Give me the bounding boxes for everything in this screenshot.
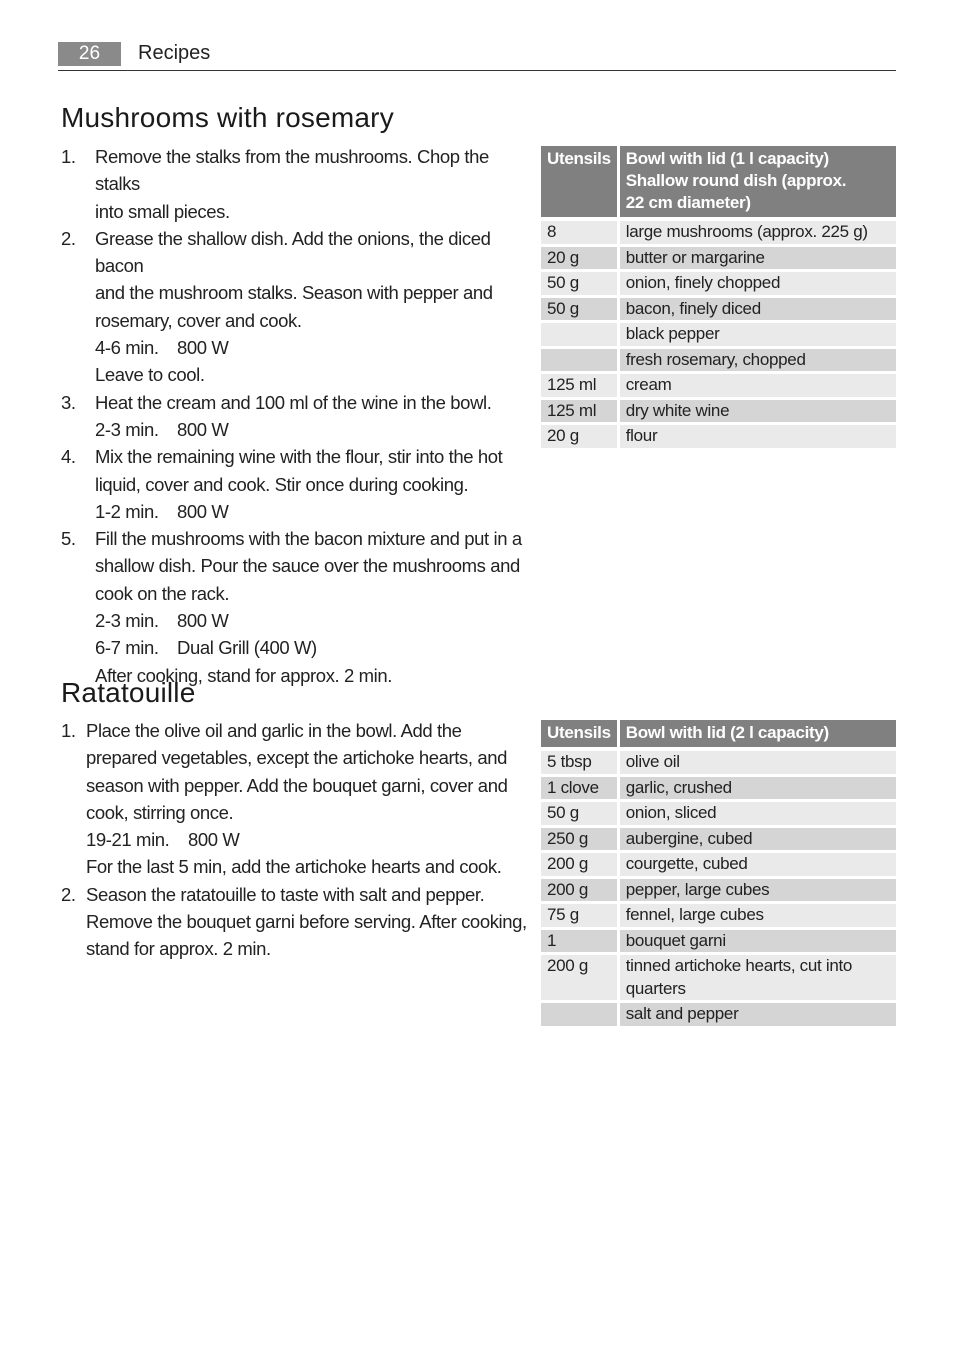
ingredient-row: [541, 879, 896, 905]
utensils-line: Shallow round dish (approx.: [625, 171, 847, 190]
cooking-setting: [95, 498, 531, 525]
power-level: 800 W: [177, 610, 229, 632]
cooking-time: 1-2 min.: [95, 500, 159, 522]
ingredient-row: [541, 272, 896, 298]
step-text: rosemary, cover and cook.: [95, 309, 302, 331]
ingredient-name: large mushrooms (approx. 225 g): [620, 221, 896, 247]
step-number: 2.: [61, 227, 76, 249]
utensils-row: [541, 720, 896, 747]
ingredient-name: bacon, finely diced: [620, 298, 896, 324]
ingredient-row: [541, 221, 896, 247]
ingredient-name: courgette, cubed: [620, 853, 896, 879]
ingredient-name: olive oil: [620, 751, 896, 777]
ingredient-row: [541, 930, 896, 956]
recipe-title: Ratatouille: [61, 677, 196, 708]
ingredient-name: black pepper: [620, 323, 896, 349]
step-number: 3.: [61, 391, 76, 413]
utensils-line: Bowl with lid (1 l capacity): [625, 149, 829, 168]
cooking-setting: [95, 334, 531, 361]
step-note: Leave to cool.: [95, 364, 205, 386]
step-text: Remove the bouquet garni before serving. After cooking,: [86, 911, 527, 933]
recipe-steps: [61, 143, 531, 689]
power-level: Dual Grill (400 W): [177, 637, 317, 659]
ingredient-quantity: 200 g: [541, 879, 620, 905]
ingredient-row: [541, 374, 896, 400]
cooking-time: 4-6 min.: [95, 337, 159, 359]
utensils-value: [620, 720, 896, 747]
step-text: Heat the cream and 100 ml of the wine in the bowl.: [95, 391, 492, 413]
ingredient-name: onion, finely chopped: [620, 272, 896, 298]
ingredient-name: salt and pepper: [620, 1003, 896, 1029]
ingredient-quantity: 1: [541, 930, 620, 956]
cooking-setting: [95, 607, 531, 634]
step-text: cook, stirring once.: [86, 801, 234, 823]
ingredient-row: [541, 751, 896, 777]
step-note: After cooking, stand for approx. 2 min.: [95, 664, 393, 686]
step-number: 4.: [61, 446, 76, 468]
step-item: [61, 143, 531, 225]
ingredient-name: fresh rosemary, chopped: [620, 349, 896, 375]
utensils-label: Utensils: [541, 720, 620, 747]
ingredient-row: [541, 247, 896, 273]
ingredient-row: [541, 802, 896, 828]
ingredient-name: bouquet garni: [620, 930, 896, 956]
cooking-time: 6-7 min.: [95, 637, 159, 659]
ingredients-table: [541, 146, 896, 451]
ingredient-quantity: 8: [541, 221, 620, 247]
step-item: [61, 881, 531, 963]
step-item: [61, 525, 531, 689]
step-text: season with pepper. Add the bouquet garni, cover and: [86, 774, 508, 796]
power-level: 800 W: [177, 337, 229, 359]
ingredient-row: [541, 904, 896, 930]
ingredients-table: [541, 720, 896, 1029]
utensils-row: [541, 146, 896, 217]
ingredient-quantity: 200 g: [541, 955, 620, 1003]
ingredient-name: aubergine, cubed: [620, 828, 896, 854]
ingredient-name: dry white wine: [620, 400, 896, 426]
step-number: 1.: [61, 146, 76, 167]
step-text: Fill the mushrooms with the bacon mixture and put in a: [95, 528, 522, 550]
ingredient-name: onion, sliced: [620, 802, 896, 828]
ingredient-quantity: 75 g: [541, 904, 620, 930]
cooking-setting: [95, 634, 531, 661]
recipe-steps: [61, 717, 531, 963]
utensils-line: 22 cm diameter): [625, 193, 751, 212]
ingredient-row: [541, 400, 896, 426]
step-number: 1.: [61, 720, 76, 741]
ingredient-row: [541, 1003, 896, 1029]
ingredient-quantity: 20 g: [541, 425, 620, 451]
page-header: [58, 40, 896, 71]
power-level: 800 W: [188, 829, 240, 851]
page-number: 26: [58, 42, 121, 66]
step-item: [61, 389, 531, 444]
utensils-value: [620, 146, 896, 217]
ingredient-name: garlic, crushed: [620, 777, 896, 803]
ingredient-name: pepper, large cubes: [620, 879, 896, 905]
step-item: [61, 443, 531, 525]
ingredient-quantity: 1 clove: [541, 777, 620, 803]
ingredient-name: tinned artichoke hearts, cut into quarters: [620, 955, 896, 1003]
ingredient-quantity: [541, 1003, 620, 1029]
step-item: [61, 717, 531, 881]
ingredient-row: [541, 425, 896, 451]
step-text: prepared vegetables, except the artichoke hearts, and: [86, 747, 508, 769]
ingredient-quantity: 50 g: [541, 298, 620, 324]
ingredient-row: [541, 955, 896, 1003]
step-item: [61, 225, 531, 389]
ingredient-row: [541, 777, 896, 803]
ingredient-quantity: 125 ml: [541, 400, 620, 426]
ingredient-quantity: 50 g: [541, 802, 620, 828]
ingredient-name: fennel, large cubes: [620, 904, 896, 930]
ingredient-name: flour: [620, 425, 896, 451]
step-text: and the mushroom stalks. Season with pepper and: [95, 282, 493, 304]
step-text: shallow dish. Pour the sauce over the mushrooms and: [95, 555, 520, 577]
power-level: 800 W: [177, 418, 229, 440]
ingredient-name: cream: [620, 374, 896, 400]
cooking-setting: [86, 826, 531, 853]
ingredient-row: [541, 298, 896, 324]
step-text: liquid, cover and cook. Stir once during cooking.: [95, 473, 469, 495]
step-text: Mix the remaining wine with the flour, stir into the hot: [95, 446, 503, 468]
cooking-time: 2-3 min.: [95, 418, 159, 440]
cooking-time: 2-3 min.: [95, 610, 159, 632]
utensils-label: Utensils: [541, 146, 620, 217]
step-text: cook on the rack.: [95, 582, 230, 604]
step-text: Grease the shallow dish. Add the onions, the diced bacon: [95, 227, 491, 277]
ingredient-quantity: [541, 349, 620, 375]
ingredient-row: [541, 349, 896, 375]
step-number: 5.: [61, 528, 76, 550]
step-text: Place the olive oil and garlic in the bowl. Add the: [86, 720, 462, 741]
ingredient-quantity: [541, 323, 620, 349]
step-text: stand for approx. 2 min.: [86, 938, 271, 960]
cooking-time: 19-21 min.: [86, 829, 170, 851]
ingredient-row: [541, 853, 896, 879]
ingredient-quantity: 50 g: [541, 272, 620, 298]
utensils-line: Bowl with lid (2 l capacity): [625, 723, 829, 742]
ingredient-quantity: 125 ml: [541, 374, 620, 400]
ingredient-quantity: 250 g: [541, 828, 620, 854]
ingredient-row: [541, 323, 896, 349]
recipe-title: Mushrooms with rosemary: [61, 102, 394, 133]
ingredient-quantity: 20 g: [541, 247, 620, 273]
cooking-setting: [95, 416, 531, 443]
step-text: Season the ratatouille to taste with salt and pepper.: [86, 883, 485, 905]
ingredient-quantity: 200 g: [541, 853, 620, 879]
ingredient-quantity: 5 tbsp: [541, 751, 620, 777]
step-number: 2.: [61, 883, 76, 905]
section-title: Recipes: [138, 42, 211, 64]
step-text: into small pieces.: [95, 200, 230, 222]
ingredient-row: [541, 828, 896, 854]
step-note: For the last 5 min, add the artichoke hearts and cook.: [86, 856, 502, 878]
step-text: Remove the stalks from the mushrooms. Chop the stalks: [95, 146, 489, 195]
power-level: 800 W: [177, 500, 229, 522]
ingredient-name: butter or margarine: [620, 247, 896, 273]
